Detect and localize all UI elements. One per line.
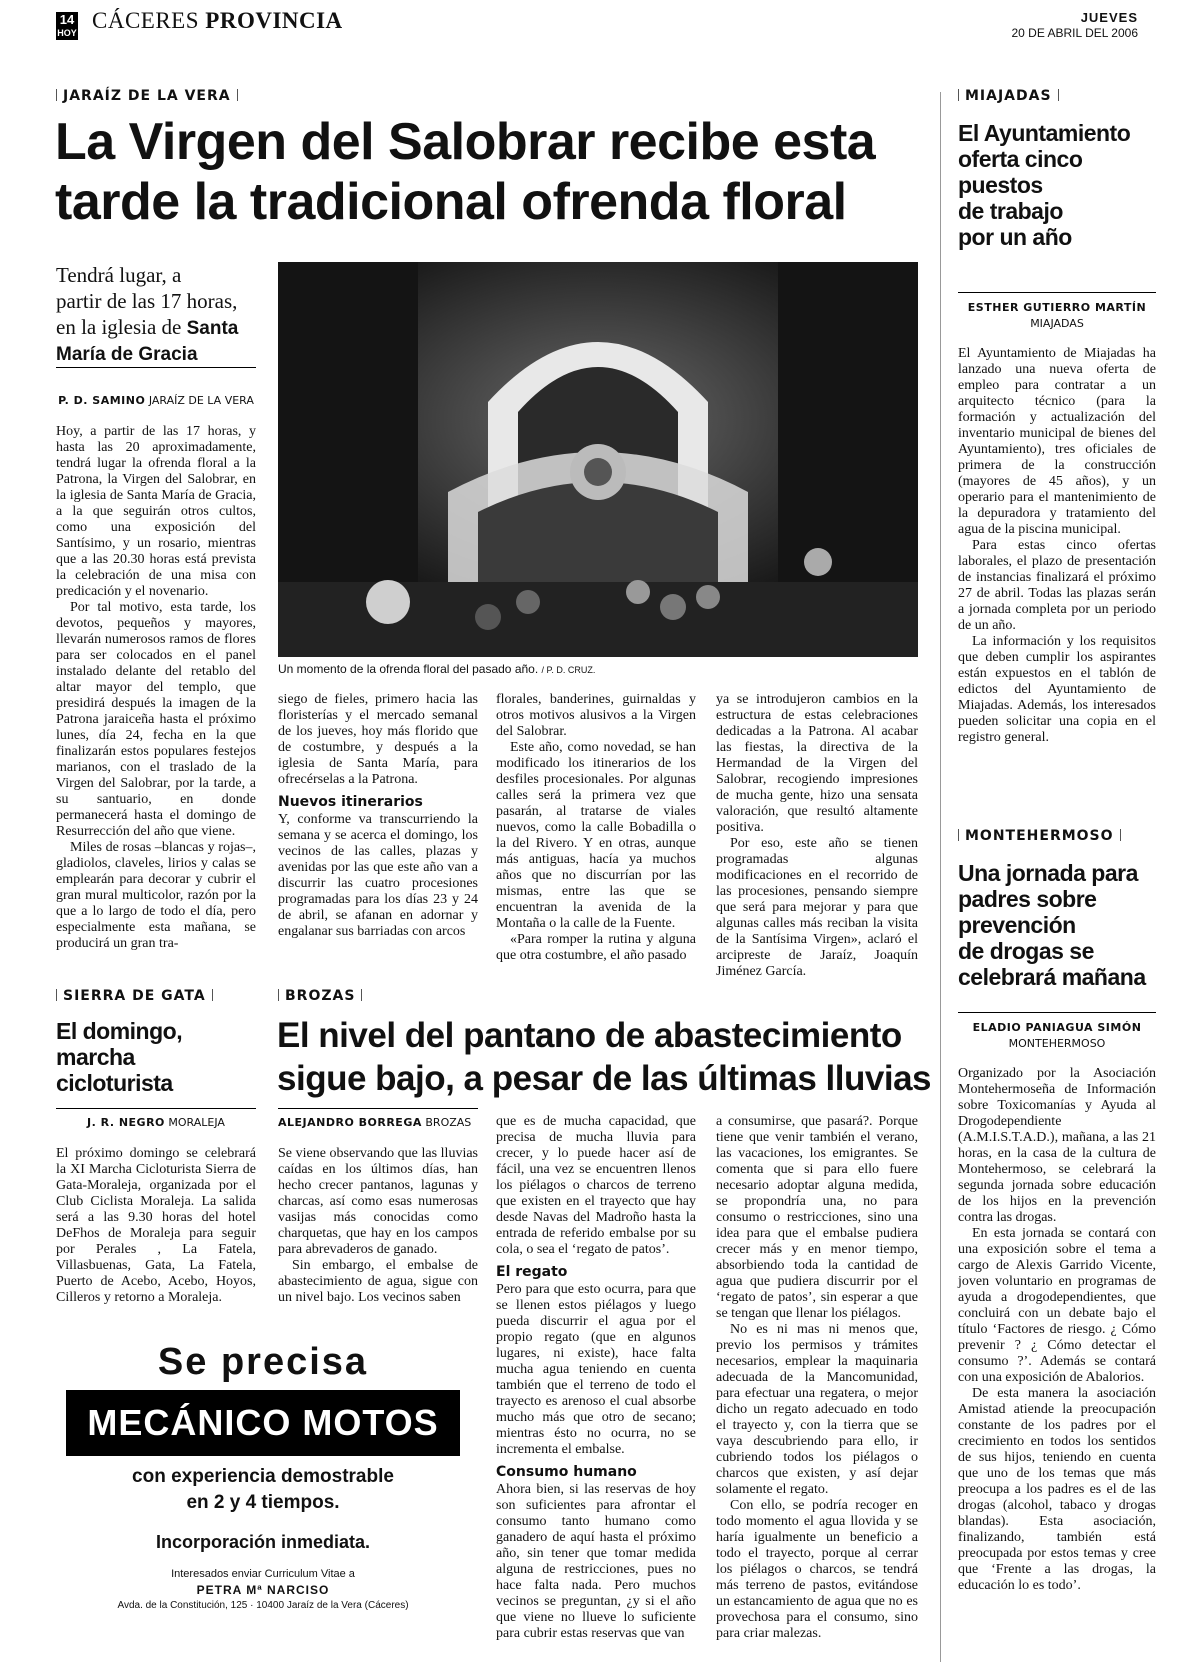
miajadas-section-tag: MIAJADAS — [958, 88, 1059, 104]
divider — [56, 1108, 256, 1109]
sierra-gata-headline: El domingo, marcha cicloturista — [56, 1018, 183, 1096]
header-date: 20 DE ABRIL DEL 2006 — [1011, 26, 1138, 40]
page-number-box — [56, 12, 78, 40]
main-column-2: siego de fieles, primero hacia las floristerías y el mercado semanal de los jueves, hoy más florido que de costumbre, y después a la iglesia de Santa María, para ofrecérselas a la Patrona. Nuevos itinerarios Y, conforme va transcurriendo la semana y se acerca el domingo, los vecinos de las calles, plazas y avenidas por las que este año van a discurrir las cuatro procesiones programadas para los días 23 y 24 de abril, se afanan en adornar y engalanar sus barriadas con arcos — [278, 692, 478, 939]
header-day: JUEVES — [1080, 10, 1138, 25]
divider — [958, 1012, 1156, 1013]
brozas-column-1: Se viene observando que las lluvias caídas en los últimos días, han hecho crecer pantanos, lagunas y charcas, así como esas numerosas vasijas más conocidas como charquetas, que hay en los campos para abrevaderos de ganado. Sin embargo, el embalse de abastecimiento de agua, sigue con un nivel bajo. Los vecinos saben — [278, 1146, 478, 1305]
brozas-column-2: que es de mucha capacidad, que precisa de mucha lluvia para crecer, y lo puede hacer así de fácil, una vez se encuentren llenos los piélagos o charcos de terreno que existen en el trayecto que hay desde Navas del Madroño hasta la entrada de referido embalse por su cola, o sea el ‘regato de patos’. El regato Pero para que esto ocurra, para que se llenen estos piélagos y luego pueda discurrir el agua por el propio regato (que en algunos lugares, ni existe), hace falta mucha agua teniendo en cuenta también que el terreno de todo el trayecto es arenoso el cual absorbe mucho más que otro de secano; mientras ésto no ocurra, no se incrementa el embalse. Consumo humano Ahora bien, si las reservas de hoy son suficientes para afrontar el consumo tanto humano como ganadero de aquí hasta el próximo año, sin tener que tomar medida alguna de restricciones, pues no hace falta nada. Pero muchos vecinos se preguntan, ¿y si el año que viene no llueve lo suficiente para cubrir estas reservas que van — [496, 1114, 696, 1641]
montehermoso-headline: Una jornada para padres sobre prevención de drogas se celebrará mañana — [958, 860, 1146, 990]
ad-line7: PETRA Mª NARCISO — [196, 1583, 330, 1597]
column-divider — [940, 92, 941, 1662]
ad-line2: MECÁNICO MOTOS — [66, 1390, 460, 1456]
main-column-4: ya se introdujeron cambios en la estructura de estas celebraciones dedicadas a la Patrona. Al acabar las fiestas, la directiva de la Hermandad de la Virgen del Salobrar, recogiendo impresiones de mucha gente, hizo una sensata valoración, que resultó altamente positiva. Por eso, este año se tienen programadas algunas modificaciones en el recorrido de las procesiones, pensando siempre que será para mejorar y para que algunas calles más reciban la visita de la Santísima Virgen», aclaró el arcipreste de Jaraíz, Joaquín Jiménez García. — [716, 692, 918, 979]
brozas-byline: ALEJANDRO BORREGA BROZAS — [278, 1116, 472, 1129]
sierra-gata-byline: J. R. NEGRO MORALEJA — [87, 1116, 225, 1129]
sierra-gata-body: El próximo domingo se celebrará la XI Marcha Cicloturista Sierra de Gata-Moraleja, organizada por el Club Ciclista Moraleja. La salida será a las 9.30 horas del hotel DeFhos de Moraleja para seguir por Perales , La Fatela, Villasbuenas, Gata, La Fatela, Puerto de Acebo, Acebo, Hoyos, Cilleros y retorno a Moraleja. — [56, 1146, 256, 1305]
ad-line4: en 2 y 4 tiempos. — [186, 1492, 340, 1513]
altar-photo-illustration — [278, 262, 918, 657]
miajadas-byline: ESTHER GUTIERRO MARTÍN MIAJADAS — [967, 301, 1147, 330]
main-subhead: Tendrá lugar, a partir de las 17 horas, en la iglesia de Santa María de Gracia — [56, 263, 239, 365]
montehermoso-body: Organizado por la Asociación Montehermoseña de Información sobre Toxicomanías y Ayuda al Drogodependiente (A.M.I.S.T.A.D.), mañana, a las 21 horas, en la casa de la cultura de Montehermoso, se celebrará la segunda jornada sobre educación de los hijos en la prevención contra las drogas. En esta jornada se contará con una exposición sobre el tema a cargo de Alexis Garrido Vicente, joven voluntario en programas de ayuda a drogodependientes, que concluirá con un debate bajo el título ‘Factores de riesgo. ¿ Cómo prevenir ? ¿ Cómo detectar el consumo ?’. Además se contará con una exposición de Abalorios. De esta manera la asociación Amistad atiende la preocupación constante de los padres por el crecimiento en todos los sentidos de sus hijos, teniendo en cuenta que uno de los temas que más preocupa a los padres es el de las drogas (alcohol, tabaco y drogas blandas). Esta asociación, finalizando, también está preocupada por estos temas y cree que ‘Frente a las drogas, la educación lo es todo’. — [958, 1066, 1156, 1593]
divider — [56, 367, 256, 368]
main-headline — [55, 112, 875, 232]
main-photo — [278, 262, 918, 657]
brozas-headline: El nivel del pantano de abastecimiento sigue bajo, a pesar de las últimas lluvias — [277, 1016, 931, 1098]
divider — [278, 1108, 478, 1109]
ad-line5: Incorporación inmediata. — [155, 1532, 371, 1552]
divider — [958, 292, 1156, 293]
ad-line1: Se precisa — [157, 1341, 369, 1383]
page-number: 14 — [59, 12, 75, 27]
brozas-column-3: a consumirse, que pasará?. Porque tiene que venir también el verano, las vacaciones, los emigrantes. Se comenta que si para ello fuere necesario adoptar alguna medida, se propondría una, no para consumo o restricciones, sino una idea para que el embalse pudiera crecer más y en menor tiempo, absorbiendo toda la cantidad de agua que pudiera discurrir por el ‘regato de patos’, sin esperar a que se tengan que llenar los piélagos. No es ni mas ni menos que, previo los permisos y trámites necesarios, emplear la maquinaria adecuada de la Mancomunidad, para efectuar una regatera, o mejor dicho un regato adecuado en todo el trayecto y, con la tierra que se vaya descubriendo para ello, ir cubriendo todos los piélagos o charcos que existen, y así dejar solamente el regato. Con ello, se podría recoger en todo momento el agua llovida y se haría igualmente un beneficio a todo el trayecto, porque al cerrar los piélagos o charcos, se tendrá más terreno de pastos, evitándose un estancamiento de agua que no es provechosa para el consumo, sino para criar malezas. — [716, 1114, 918, 1641]
montehermoso-byline: ELADIO PANIAGUA SIMÓN MONTEHERMOSO — [972, 1021, 1142, 1050]
ad-line8: Avda. de la Constitución, 125 · 10400 Jaraíz de la Vera (Cáceres) — [117, 1600, 409, 1611]
main-headline-line2: tarde la tradicional ofrenda floral — [55, 173, 847, 231]
main-column-1: Hoy, a partir de las 17 horas, y hasta las 20 aproximadamente, tendrá lugar la ofrenda floral a la Patrona, la Virgen del Salobrar, en la iglesia de Santa María de Gracia, a la que seguirán otros cultos, como una exposición del Santísimo, y un rosario, mientras que a las 20.30 horas está prevista la celebración de una misa con predicación y el novenario. Por tal motivo, esta tarde, los devotos, pequeños y mayores, llevarán numerosos ramos de flores para ser colocados en el panel instalado delante del retablo del altar mayor del templo, que presidirá después la imagen de la Patrona jaraiceña hasta el próximo lunes, día 24, fecha en la que finalizarán estos populares festejos marianos, con el traslado de la Virgen del Salobrar, por la tarde, a su santuario, en donde permanecerá hasta el domingo de Resurrección del año que viene. Miles de rosas –blancas y rojas–, gladiolos, claveles, lirios y calas se emplearán para decorar y cubrir el gran mural multicolor, razón por la que a lo largo de todo el día, pero especialmente esta mañana, se producirá un gran tra- — [56, 424, 256, 951]
montehermoso-section-tag: MONTEHERMOSO — [958, 828, 1121, 844]
main-column-3: florales, banderines, guirnaldas y otros motivos alusivos a la Virgen del Salobrar. Este año, como novedad, se han modificado los itinerarios de los desfiles procesionales. Por algunas calles será la primera vez que pasarán, al tratarse de viales nuevos, como la calle Bobadilla o la del Rivero. Y en otras, aunque más antiguas, hacía ya muchos años que no discurrían por las mismas, entre las que se encuentran la avenida de la Montaña o la calle de la Fuente. «Para romper la rutina y alguna que otra costumbre, el año pasado — [496, 692, 696, 963]
photo-caption: Un momento de la ofrenda floral del pasado año. / P. D. CRUZ. — [278, 662, 596, 676]
main-headline-line1: La Virgen del Salobrar recibe esta — [55, 113, 876, 171]
main-section-tag: JARAÍZ DE LA VERA — [56, 88, 238, 104]
ad-line3: con experiencia demostrable — [132, 1466, 394, 1487]
section-title-city: CÁCERES — [92, 8, 200, 33]
main-byline: P. D. SAMINO JARAÍZ DE LA VERA — [58, 394, 254, 407]
section-title — [92, 8, 343, 34]
sierra-gata-section-tag: SIERRA DE GATA — [56, 988, 213, 1004]
section-title-province: PROVINCIA — [205, 8, 343, 33]
ad-line6: Interesados enviar Curriculum Vitae a — [171, 1568, 355, 1580]
miajadas-headline: El Ayuntamiento oferta cinco puestos de trabajo por un año — [958, 120, 1131, 250]
brozas-section-tag: BROZAS — [278, 988, 362, 1004]
hoy-label: HOY — [57, 28, 77, 38]
miajadas-body: El Ayuntamiento de Miajadas ha lanzado una nueva oferta de empleo para contratar a un arquitecto técnico (para la formación y actualización del inventario municipal de bienes del Ayuntamiento), tres oficiales de primera de la construcción (mayores de 45 años), y un operario para el mantenimiento de la depuradora y tratamiento del agua de la piscina municipal. Para estas cinco ofertas laborales, el plazo de presentación de instancias finalizará el próximo 27 de abril. Todas las plazas serán a jornada completa por un periodo de un año. La información y los requisitos que deben cumplir los aspirantes están expuestos en el tablón de edictos del Ayuntamiento de Miajadas. Además, los interesados pueden solicitar una copia en el registro general. — [958, 346, 1156, 745]
classified-ad — [56, 1336, 470, 1652]
